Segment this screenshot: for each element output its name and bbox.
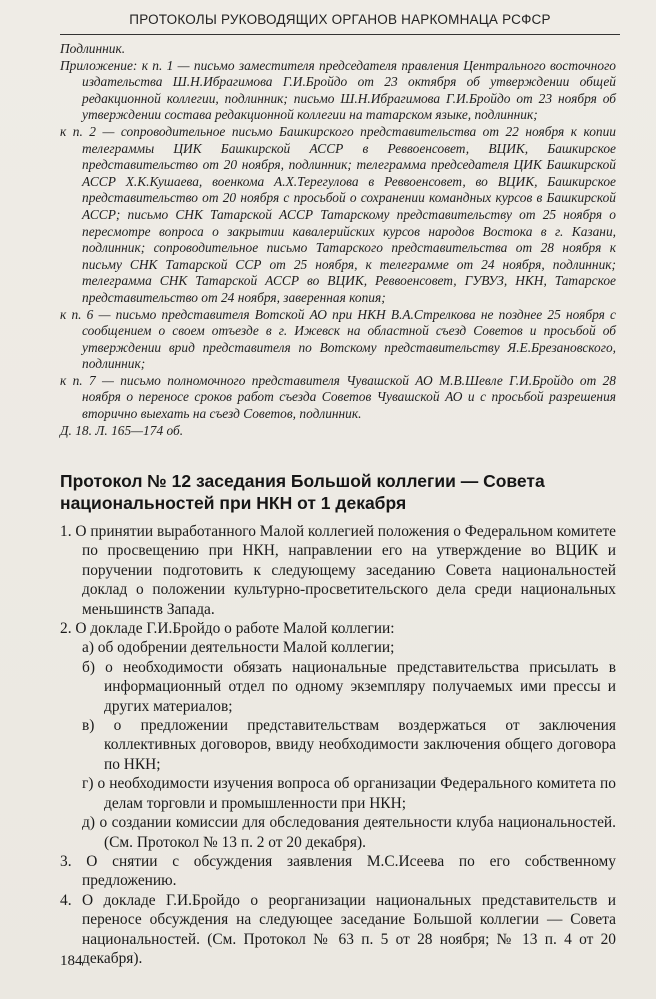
page-number: 184 [60,953,83,969]
agenda-subitem: б) о необходимости обязать национальные представительства присылать в информационный отдел по одному экземпляру получаемых ими прессы и других материалов; [82,658,616,715]
agenda-subitem: а) об одобрении деятельности Малой коллегии; [82,639,395,657]
protocol-title: Протокол № 12 заседания Большой коллегии — Совета национальностей при НКН от 1 декабря [60,471,545,513]
archive-reference: Д. 18. Л. 165—174 об. [60,422,184,438]
appendix-item-7: к п. 7 — письмо полномочного представителя Чувашской АО М.В.Шевле Г.И.Бройдо от 28 ноября о переносе сроков работ съезда Советов Чувашской АО и с просьбой разрешения вторично выехать на съезд Советов, подлинник. [60,372,616,422]
agenda-subitem: в) о предложении представительствам воздержаться от заключения коллективных договоров, ввиду необходимости заключения общего договора по НКН; [82,717,616,773]
running-header: ПРОТОКОЛЫ РУКОВОДЯЩИХ ОРГАНОВ НАРКОМНАЦА РСФСР [129,12,551,27]
appendix-item-2: к п. 2 — сопроводительное письмо Башкирского представительства от 22 ноября к копии телеграммы ЦИК Башкирской АССР в Реввоенсовет, ВЦИК, Башкирское представительство от 20 ноября, подлинник; телеграмма председателя ЦИК Башкирской АССР Х.К.Кушаева, военкома А.Х.Терегулова в Реввоенсовет, во ВЦИК, Башкирское представительство от 20 ноября с просьбой о сохранении командных курсов в Башкирской АССР; письмо СНК Татарской АССР Татарскому представительству от 25 ноября о пересмотре вопроса о закрытии кавалерийских курсов народов Востока в г. Казани, подлинник; сопроводительное письмо Татарского представительства от 28 ноября к письму СНК Татарской ССР от 25 ноября, к телеграмме от 24 ноября, подлинник; телеграмма СНК Татарской АССР во ВЦИК, Реввоенсовет, ГУВУЗ, НКН, Татарское представительство от 24 ноября, заверенная копия; [60,123,616,305]
agenda-item: 3. О снятии с обсуждения заявления М.С.Исеева по его собственному предложению. [60,852,616,890]
appendix-item-1: Приложение: к п. 1 — письмо заместителя председателя правления Центрального восточного издательства Ш.Н.Ибрагимова Г.И.Бройдо от 23 октября об утверждении общей редакционной коллегии, подлинник; письмо Ш.Н.Ибрагимова Г.И.Бройдо от 23 ноября об утверждении состава редакционной коллегии на татарском языке, подлинник; [60,57,616,123]
appendix-block [60,41,616,439]
protocol-agenda [60,522,616,968]
agenda-item: 4. О докладе Г.И.Бройдо о реорганизации национальных представительств и переносе обсуждения на следующее заседание Большой коллегии — Совета национальностей. (См. Протокол № 63 п. 5 от 28 ноября; № 13 п. 4 от 20 декабря). [60,891,616,967]
agenda-item: 1. О принятии выработанного Малой коллегией положения о Федеральном комитете по просвещению при НКН, направлении его на утверждение во ВЦИК и поручении подготовить к следующему заседанию Совета национальностей доклад о положении культурно-просветительского дела среди национальных меньшинств Запада. [60,523,616,618]
agenda-item: 2. О докладе Г.И.Бройдо о работе Малой коллегии: [60,620,395,638]
agenda-subitem: д) о создании комиссии для обследования деятельности клуба национальностей. (См. Протокол № 13 п. 2 от 20 декабря). [82,814,616,851]
appendix-item-6: к п. 6 — письмо представителя Вотской АО при НКН В.А.Стрелкова не позднее 25 ноября с сообщением о своем отъезде в г. Ижевск на областной съезд Советов и просьбой об утверждении врид представителя по Вотскому представительству Я.Е.Брезановского, подлинник; [60,306,616,372]
agenda-subitem: г) о необходимости изучения вопроса об организации Федерального комитета по делам торговли и промышленности при НКН; [82,775,616,812]
original-note: Подлинник. [60,41,126,56]
header-rule [60,34,620,35]
